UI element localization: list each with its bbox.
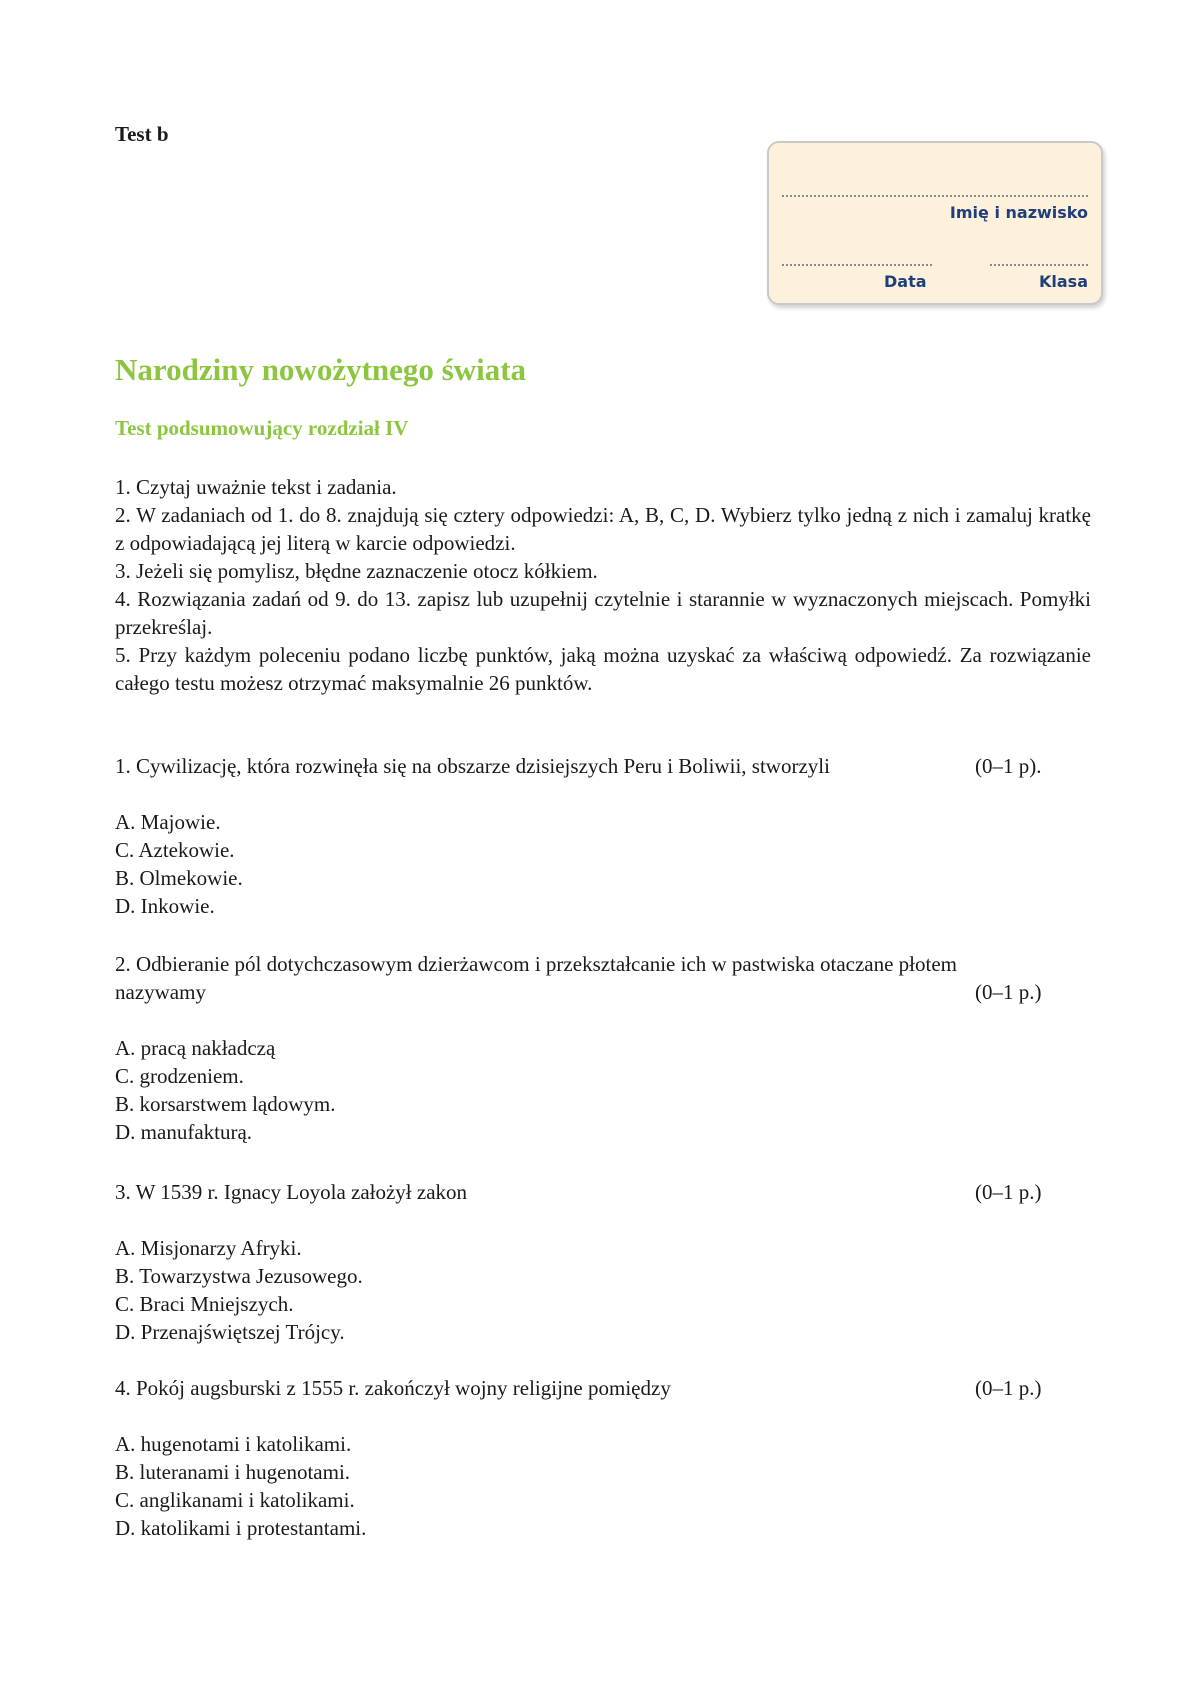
- answer-option: D. Inkowie.: [115, 894, 215, 918]
- answer-list: [115, 1234, 1091, 1346]
- instruction-item: 5. Przy każdym poleceniu podano liczbę punktów, jaką można uzyskać za właściwą odpowiedź. Za rozwiązanie całego testu możesz otrzymać maksymalnie 26 punktów.: [115, 643, 1091, 695]
- question-points: (0–1 p.): [975, 1376, 1042, 1400]
- answer-option: A. Majowie.: [115, 810, 221, 834]
- name-line: [782, 195, 1088, 197]
- answer-option: C. anglikanami i katolikami.: [115, 1488, 355, 1512]
- question-4: [115, 1374, 1091, 1542]
- instruction-item: 1. Czytaj uważnie tekst i zadania.: [115, 475, 397, 499]
- page-subtitle: Test podsumowujący rozdział IV: [115, 416, 409, 440]
- question-text: 3. W 1539 r. Ignacy Loyola założył zakon: [115, 1180, 468, 1204]
- question-3: [115, 1178, 1091, 1346]
- page-title: Narodziny nowożytnego świata: [115, 352, 527, 387]
- answer-list: [115, 1430, 1091, 1542]
- answer-list: [115, 808, 1091, 920]
- date-line: [782, 264, 932, 266]
- answer-option: B. Olmekowie.: [115, 866, 243, 890]
- question-1: [115, 752, 1091, 920]
- answer-option: D. katolikami i protestantami.: [115, 1516, 367, 1540]
- question-text: 4. Pokój augsburski z 1555 r. zakończył wojny religijne pomiędzy: [115, 1376, 671, 1400]
- question-text: 2. Odbieranie pól dotychczasowym dzierżawcom i przekształcanie ich w pastwiska otaczane płotem nazywamy: [115, 952, 957, 1004]
- question-points: (0–1 p).: [975, 754, 1042, 778]
- answer-option: A. pracą nakładczą: [115, 1036, 276, 1060]
- question-text: 1. Cywilizację, która rozwinęła się na obszarze dzisiejszych Peru i Boliwii, stworzyli: [115, 754, 830, 778]
- answer-option: B. Towarzystwa Jezusowego.: [115, 1264, 363, 1288]
- instruction-item: 3. Jeżeli się pomylisz, błędne zaznaczenie otocz kółkiem.: [115, 559, 598, 583]
- instruction-item: 2. W zadaniach od 1. do 8. znajdują się cztery odpowiedzi: A, B, C, D. Wybierz tylko jedną z nich i zamaluj kratkę z odpowiadającą jej literą w karcie odpowiedzi.: [115, 503, 1091, 555]
- answer-option: B. korsarstwem lądowym.: [115, 1092, 336, 1116]
- class-label: Klasa: [1039, 272, 1088, 291]
- question-points: (0–1 p.): [975, 1180, 1042, 1204]
- answer-option: D. Przenajświętszej Trójcy.: [115, 1320, 345, 1344]
- answer-option: C. Braci Mniejszych.: [115, 1292, 294, 1316]
- name-label: Imię i nazwisko: [949, 203, 1088, 222]
- name-box: [767, 141, 1103, 305]
- answer-option: C. grodzeniem.: [115, 1064, 244, 1088]
- answer-option: A. Misjonarzy Afryki.: [115, 1236, 302, 1260]
- test-label: Test b: [115, 122, 169, 146]
- instructions: [115, 473, 1091, 697]
- answer-option: A. hugenotami i katolikami.: [115, 1432, 352, 1456]
- question-2: [115, 950, 1091, 1146]
- answer-option: C. Aztekowie.: [115, 838, 235, 862]
- instruction-item: 4. Rozwiązania zadań od 9. do 13. zapisz lub uzupełnij czytelnie i starannie w wyznaczonych miejscach. Pomyłki przekreślaj.: [115, 587, 1091, 639]
- class-line: [990, 264, 1088, 266]
- answer-option: D. manufakturą.: [115, 1120, 253, 1144]
- date-label: Data: [884, 272, 927, 291]
- answer-option: B. luteranami i hugenotami.: [115, 1460, 351, 1484]
- question-points: (0–1 p.): [975, 980, 1042, 1004]
- answer-list: [115, 1034, 1091, 1146]
